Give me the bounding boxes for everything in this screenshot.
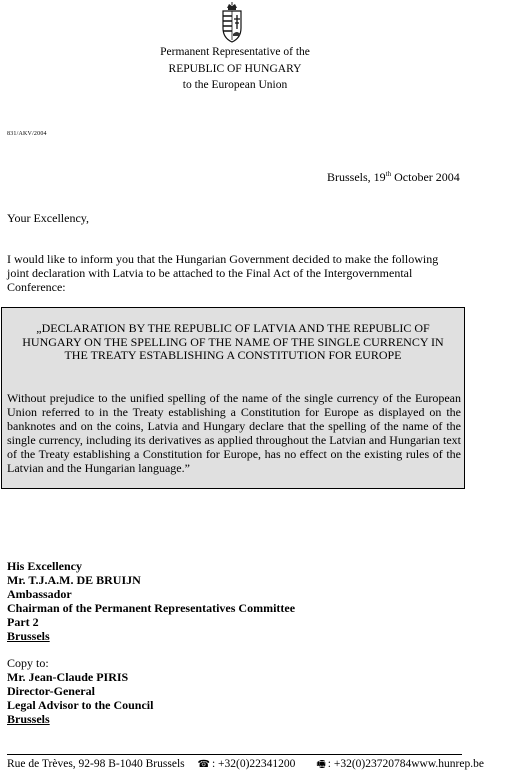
copy-to-name: Mr. Jean-Claude PIRIS bbox=[7, 670, 129, 684]
footer-phone-number: : +32(0)22341200 bbox=[211, 758, 296, 770]
recipient-block bbox=[7, 559, 295, 643]
salutation: Your Excellency, bbox=[7, 211, 89, 225]
footer bbox=[7, 757, 484, 774]
declaration-title: „DECLARATION BY THE REPUBLIC OF LATVIA AND THE REPUBLIC OF HUNGARY ON THE SPELLING OF THE NAME OF THE SINGLE CURRENCY IN THE TREATY ESTABLISHING A CONSTITUTION FOR EUROPE bbox=[22, 321, 444, 362]
footer-fax-number: : +32(0)23720784 bbox=[327, 758, 412, 770]
coat-of-arms-emblem bbox=[220, 2, 244, 44]
copy-to-block bbox=[7, 656, 153, 726]
recipient-title: Ambassador bbox=[7, 587, 72, 601]
footer-address: Rue de Trèves, 92-98 B-1040 Brussels bbox=[7, 758, 185, 770]
fax-icon: 🖷 bbox=[316, 759, 326, 770]
header-line-1: Permanent Representative of the bbox=[160, 46, 310, 58]
recipient-line-1: His Excellency bbox=[7, 559, 82, 573]
date-superscript: th bbox=[385, 170, 392, 178]
telephone-icon: ☎ bbox=[197, 759, 210, 770]
copy-to-title: Director-General bbox=[7, 684, 95, 698]
copy-to-label: Copy to: bbox=[7, 656, 49, 670]
intro-paragraph: I would like to inform you that the Hungarian Government decided to make the following joint declaration with Latvia to be attached to the Final Act of the Intergovernmental Conference: bbox=[7, 252, 439, 294]
copy-to-city: Brussels bbox=[7, 712, 50, 726]
recipient-part: Part 2 bbox=[7, 615, 39, 629]
footer-divider bbox=[7, 754, 462, 755]
letter-date bbox=[327, 170, 460, 185]
footer-phone bbox=[198, 758, 296, 770]
date-prefix: Brussels, 19 bbox=[327, 170, 386, 184]
header-line-2: REPUBLIC OF HUNGARY bbox=[168, 63, 302, 75]
footer-fax bbox=[316, 757, 411, 774]
declaration-body: Without prejudice to the unified spelling of the name of the single currency of the European Union referred to in the Treaty establishing a Constitution for Europe as displayed on the banknotes and on the coins, Latvia and Hungary declare that the spelling of the name of the single currency, including its derivatives as applied throughout the Latvian and Hungarian text of the Treaty establishing a Constitution for Europe, has no effect on the existing rules of the Latvian and the Hungarian language.” bbox=[7, 391, 461, 475]
copy-to-role: Legal Advisor to the Council bbox=[7, 698, 154, 712]
date-rest: October 2004 bbox=[391, 170, 460, 184]
recipient-city: Brussels bbox=[7, 629, 50, 643]
footer-website[interactable]: www.hunrep.be bbox=[411, 758, 484, 770]
recipient-name: Mr. T.J.A.M. DE BRUIJN bbox=[7, 573, 141, 587]
reference-number: 831/AKV/2004 bbox=[7, 131, 47, 137]
header-line-3: to the European Union bbox=[182, 79, 288, 91]
recipient-role: Chairman of the Permanent Representatives Committee bbox=[7, 601, 296, 615]
